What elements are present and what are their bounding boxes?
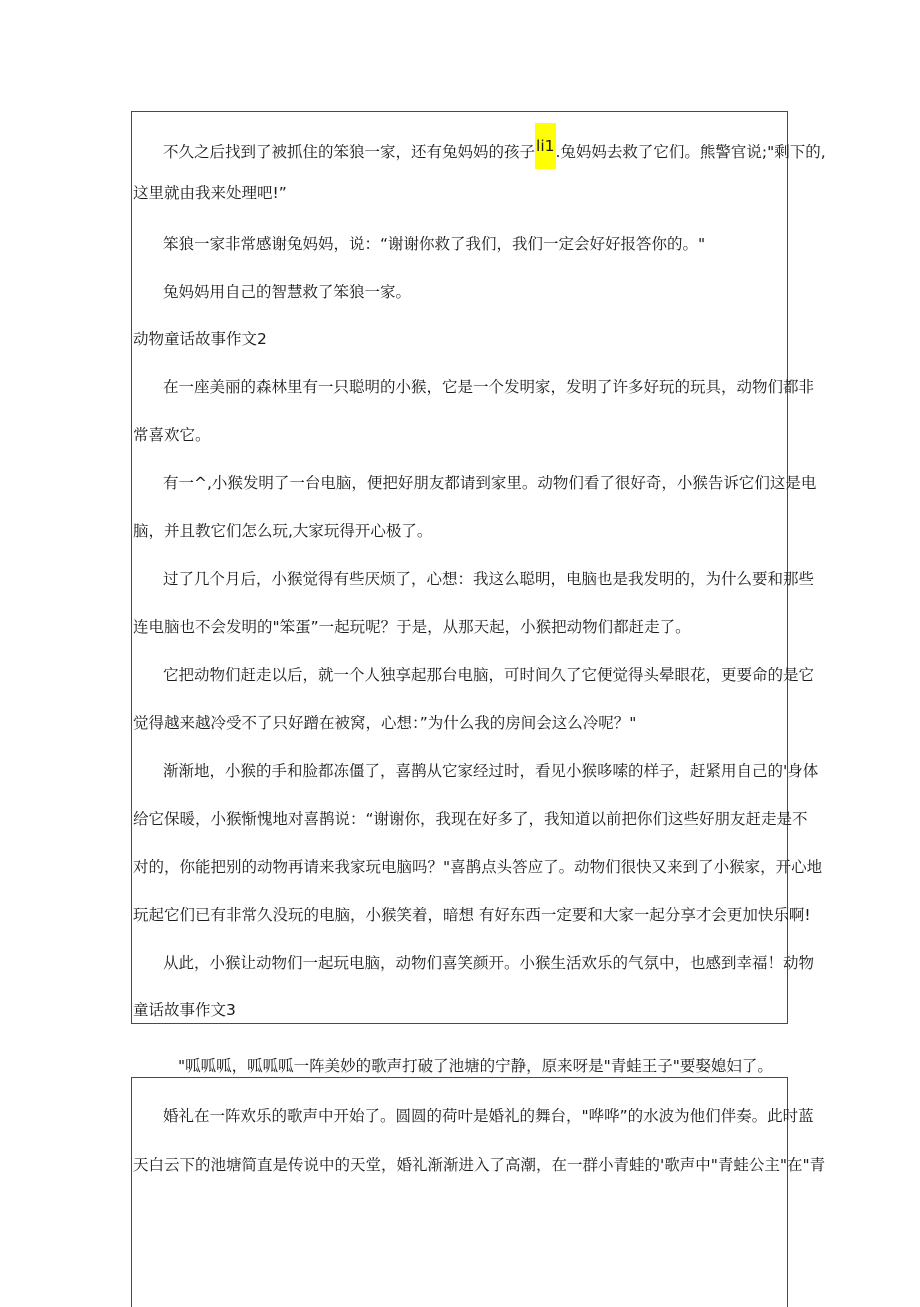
middle-paragraph: "呱呱呱，呱呱呱一阵美妙的歌声打破了池塘的宁静，原来呀是"青蛙王子"要娶媳妇了。 <box>178 1057 773 1075</box>
paragraph-line-9: 脑，并且教它们怎么玩,大家玩得开心极了。 <box>133 522 433 540</box>
paragraph-line-18: 从此，小猴让动物们一起玩电脑，动物们喜笑颜开。小猴生活欢乐的气氛中，也感到幸福！动物 <box>163 954 815 972</box>
paragraph-line-15: 给它保暖，小猴惭愧地对喜鹊说：“谢谢你，我现在好多了，我知道以前把你们这些好朋友赶走是不 <box>133 810 808 828</box>
line-text-before: 不久之后找到了被抓住的笨狼一家，还有兔妈妈的孩子 <box>163 143 536 161</box>
highlighted-text: li1 <box>535 123 555 169</box>
paragraph-line-12: 它把动物们赶走以后，就一个人独享起那台电脑，可时间久了它便觉得头晕眼花，更要命的是它 <box>163 666 815 684</box>
paragraph-line-21: 天白云下的池塘简直是传说中的天堂，婚礼渐渐进入了高潮，在一群小青蛙的'歌声中"青蛙公主"在"青 <box>133 1156 826 1174</box>
paragraph-line-17: 玩起它们已有非常久没玩的电脑，小猴笑着，暗想 有好东西一定要和大家一起分享才会更加快乐啊! <box>133 906 811 924</box>
paragraph-line-16: 对的，你能把别的动物再请来我家玩电脑吗？"喜鹊点头答应了。动物们很快又来到了小猴家，开心地 <box>133 858 823 876</box>
paragraph-line-14: 渐渐地，小猴的手和脸都冻僵了，喜鹊从它家经过时，看见小猴哆嗦的样子，赶紧用自己的'身体 <box>163 762 819 780</box>
paragraph-line-3: 笨狼一家非常感谢兔妈妈，说：“谢谢你救了我们，我们一定会好好报答你的。" <box>163 235 706 253</box>
paragraph-line-10: 过了几个月后，小猴觉得有些厌烦了，心想：我这么聪明，电脑也是我发明的，为什么要和那些 <box>163 570 815 588</box>
paragraph-line-11: 连电脑也不会发明的"笨蛋”一起玩呢？于是，从那天起，小猴把动物们都赶走了。 <box>133 618 691 636</box>
paragraph-line-8: 有一^,小猴发明了一台电脑，便把好朋友都请到家里。动物们看了很好奇，小猴告诉它们这是电 <box>163 474 817 492</box>
section-heading-2: 动物童话故事作文2 <box>133 330 267 348</box>
paragraph-line-20: 婚礼在一阵欢乐的歌声中开始了。圆圆的荷叶是婚礼的舞台，"哗哗”的水波为他们伴奏。此时蓝 <box>163 1107 814 1125</box>
section-heading-3: 童话故事作文3 <box>133 1001 236 1019</box>
line-text-after: .兔妈妈去救了它们。熊警官说;"剩下的, <box>555 143 826 161</box>
paragraph-line-4: 兔妈妈用自己的智慧救了笨狼一家。 <box>163 283 412 301</box>
paragraph-line-7: 常喜欢它。 <box>133 426 211 444</box>
paragraph-line-13: 觉得越来越冷受不了只好蹭在被窝，心想：”为什么我的房间会这么冷呢？" <box>133 714 637 732</box>
paragraph-line-1 <box>163 136 826 169</box>
paragraph-line-2: 这里就由我来处理吧!” <box>133 184 287 202</box>
paragraph-line-6: 在一座美丽的森林里有一只聪明的小猴，它是一个发明家，发明了许多好玩的玩具，动物们都非 <box>163 378 815 396</box>
